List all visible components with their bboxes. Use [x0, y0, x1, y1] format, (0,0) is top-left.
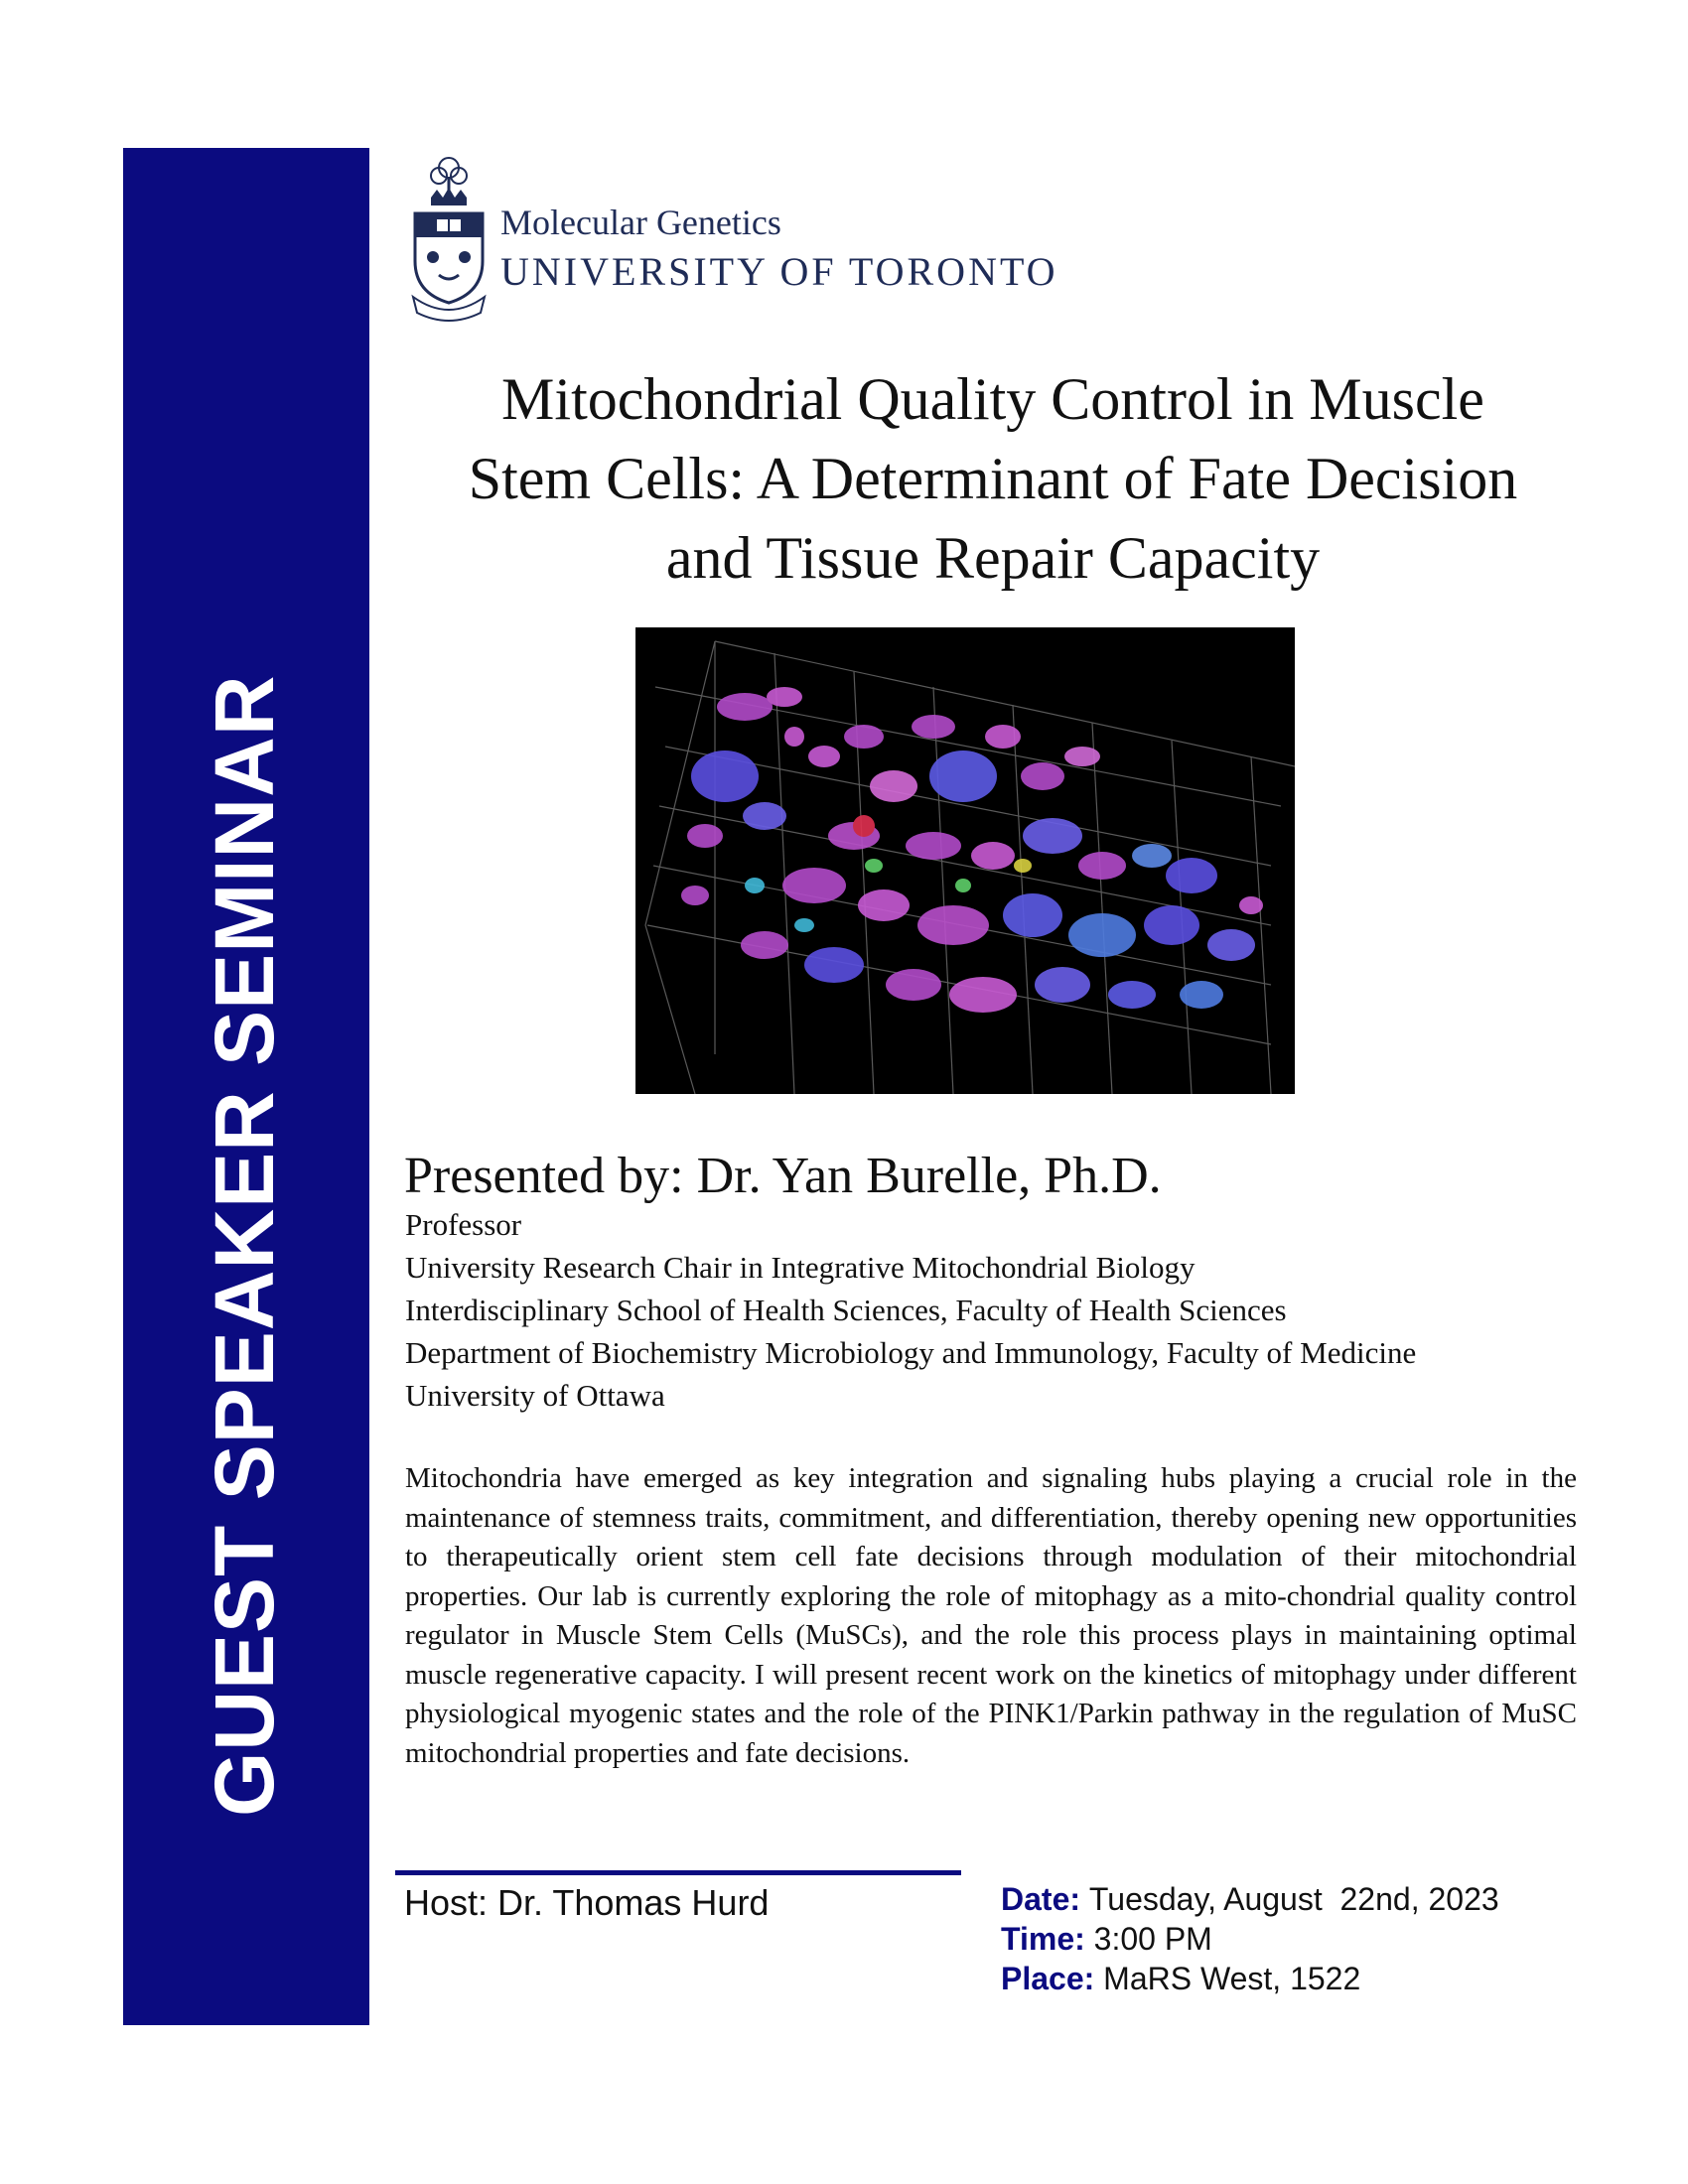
event-details [1001, 1879, 1499, 1998]
abstract-text: Mitochondria have emerged as key integration and signaling hubs playing a crucial role in the maintenance of stemness traits, commitment, and differentiation, thereby opening new opportunities to therapeutically orient stem cell fate decisions through modulation of their mitochondrial properties. Our lab is currently exploring the role of mitophagy as a mito-chondrial quality control regulator in Muscle Stem Cells (MuSCs), and the role this process plays in maintaining optimal muscle regenerative capacity. I will present recent work on the kinetics of mitophagy under different physiological myogenic states and the role of the PINK1/Parkin pathway in the regulation of MuSC mitochondrial properties and fate decisions. [405, 1462, 1577, 1769]
mitochondria-microscopy-image [635, 627, 1295, 1094]
title-line: Mitochondrial Quality Control in Muscle [501, 366, 1484, 432]
place-row [1001, 1959, 1499, 1998]
place-value: MaRS West, 1522 [1103, 1961, 1361, 1996]
university-crest-icon [409, 154, 489, 323]
presenter-heading: Presented by: Dr. Yan Burelle, Ph.D. [404, 1148, 1162, 1204]
date-label: Date: [1001, 1881, 1089, 1917]
affiliation-line: Department of Biochemistry Microbiology and Immunology, Faculty of Medicine [405, 1335, 1417, 1370]
university-logo [409, 154, 1124, 323]
affiliation-line: University of Ottawa [405, 1378, 665, 1413]
time-label: Time: [1001, 1921, 1094, 1957]
seminar-title [397, 359, 1589, 598]
date-value: Tuesday, August 22nd, 2023 [1088, 1881, 1499, 1917]
host-divider [395, 1870, 961, 1875]
sidebar-title: GUEST SPEAKER SEMINAR [198, 674, 291, 1817]
host-line: Host: Dr. Thomas Hurd [404, 1882, 770, 1923]
affiliation-line: University Research Chair in Integrative Mitochondrial Biology [405, 1250, 1196, 1285]
time-row [1001, 1919, 1499, 1959]
title-line: and Tissue Repair Capacity [665, 525, 1321, 591]
department-name: Molecular Genetics [500, 203, 781, 242]
presenter-affiliations [405, 1203, 1416, 1417]
affiliation-line: Professor [405, 1207, 522, 1242]
time-value: 3:00 PM [1093, 1921, 1212, 1957]
title-line: Stem Cells: A Determinant of Fate Decision [468, 446, 1518, 511]
date-row [1001, 1879, 1499, 1919]
place-label: Place: [1001, 1961, 1104, 1996]
affiliation-line: Interdisciplinary School of Health Sciences, Faculty of Health Sciences [405, 1293, 1287, 1327]
university-name: UNIVERSITY OF TORONTO [500, 249, 1058, 294]
